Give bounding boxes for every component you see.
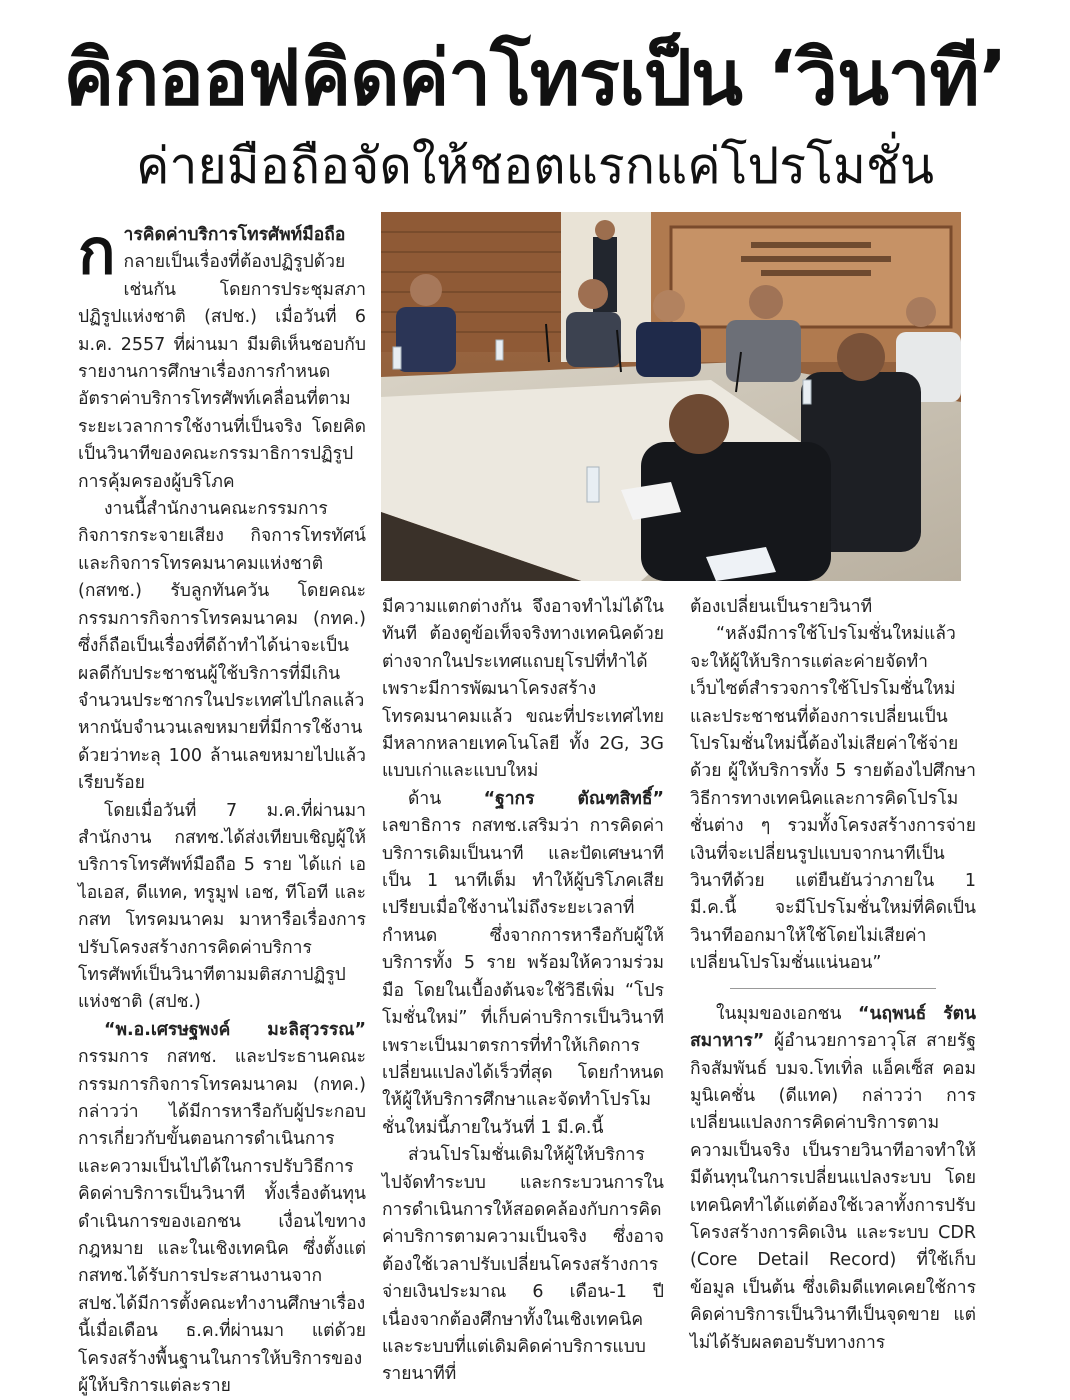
subheadline: ค่ายมือถือจัดให้ชอตแรกแค่โปรโมชั่น	[135, 137, 935, 195]
article-column-3	[690, 594, 976, 1353]
meeting-photo	[381, 212, 961, 581]
paragraph-3: โดยเมื่อวันที่ 7 ม.ค.ที่ผ่านมา สำนักงาน กสทช.ได้ส่งเทียบเชิญผู้ให้บริการโทรศัพท์มือถือ 5 ราย ได้แก่ เอไอเอส, ดีแทค, ทรูมูฟ เอช, ทีโอที และ กสท โทรคมนาคม มาหารือเรื่องการปรับโครงสร้างการคิดค่าบริการโทรศัพท์เป็นวินาทีตามมติสภาปฏิรูปแห่งชาติ (สปช.)	[78, 800, 366, 1013]
lead-in: ารคิดค่าบริการโทรศัพท์มือถือ	[123, 225, 346, 245]
paragraph-7: ส่วนโปรโมชั่นเดิมให้ผู้ให้บริการไปจัดทำระบบ และกระบวนการในการดำเนินการให้สอดคล้องกับการคิดค่าบริการตามความเป็นจริง ซึ่งอาจต้องใช้เวลาปรับเปลี่ยนโครงสร้างการจ่ายเงินประมาณ 6 เดือน-1 ปี เนื่องจากต้องศึกษาทั้งในเชิงเทคนิคและระบบที่แต่เดิมคิดค่าบริการแบบรายนาทีที่	[382, 1145, 664, 1385]
paragraph-5: มีความแตกต่างกัน จึงอาจทำไม่ได้ในทันที ต้องดูข้อเท็จจริงทางเทคนิคด้วย ต่างจากในประเทศแถบยุโรปที่ทำได้ เพราะมีการพัฒนาโครงสร้างโทรคมนาคมแล้ว ขณะที่ประเทศไทยมีหลากหลายเทคโนโลยี ทั้ง 2G, 3G แบบเก่าและแบบใหม่	[382, 597, 664, 782]
paragraph-8: ต้องเปลี่ยนเป็นรายวินาที	[690, 597, 873, 617]
paragraph-4-text: กรรมการ กสทช. และประธานคณะกรรมการกิจการโทรคมนาคม (กทค.) กล่าวว่า ได้มีการหารือกับผู้ประกอบการเกี่ยวกับขั้นตอนการดำเนินการ และความเป็นไปได้ในการปรับวิธีการคิดค่าบริการเป็นวินาที ทั้งเรื่องต้นทุนดำเนินการของเอกชน เงื่อนไขทางกฎหมาย และในเชิงเทคนิค ซึ่งตั้งแต่ กสทช.ได้รับการประสานงานจาก สปช.ได้มีการตั้งคณะทำงานศึกษาเรื่องนี้เมื่อเดือน ธ.ค.ที่ผ่านมา แต่ด้วยโครงสร้างพื้นฐานในการให้บริการของผู้ให้บริการแต่ละราย	[78, 1047, 366, 1397]
dropcap: ก	[78, 215, 116, 288]
paragraph-1	[78, 215, 366, 496]
quoted-name: “พ.อ.เศรษฐพงค์ มะลิสุวรรณ”	[104, 1019, 366, 1040]
paragraph-6-text: เลขาธิการ กสทช.เสริมว่า การคิดค่าบริการเดิมเป็นนาที และปัดเศษนาทีเป็น 1 นาทีเต็ม ทำให้ผู้บริโภคเสียเปรียบเมื่อใช้งานไม่ถึงระยะเวลาที่กำหนด ซึ่งจากการหารือกับผู้ให้บริการทั้ง 5 ราย พร้อมให้ความร่วมมือ โดยในเบื้องต้นจะใช้วิธีเพิ่ม “โปรโมชั่นใหม่” ที่เก็บค่าบริการเป็นวินาที เพราะเป็นมาตรการที่ทำให้เกิดการเปลี่ยนแปลงได้เร็วที่สุด โดยกำหนดให้ผู้ให้บริการศึกษาและจัดทำโปรโมชั่นใหม่นี้ภายในวันที่ 1 มี.ค.นี้	[382, 816, 664, 1138]
paragraph-10-pre: ในมุมของเอกชน	[716, 1003, 859, 1024]
paragraph-2: งานนี้สำนักงานคณะกรรมการกิจการกระจายเสียง กิจการโทรทัศน์ และกิจการโทรคมนาคมแห่งชาติ (กสทช.) รับลูกทันควัน โดยคณะกรรมการกิจการโทรคมนาคม (กทค.) ซึ่งก็ถือเป็นเรื่องที่ดีถ้าทำได้น่าจะเป็นผลดีกับประชาชนผู้ใช้บริการที่มีเกินจำนวนประชากรในประเทศไปไกลแล้ว หากนับจำนวนเลขหมายที่มีการใช้งานด้วยว่าทะลุ 100 ล้านเลขหมายไปแล้วเรียบร้อย	[78, 499, 366, 794]
paragraph-10	[690, 1001, 976, 1357]
paragraph-1-text: กลายเป็นเรื่องที่ต้องปฏิรูปด้วยเช่นกัน โดยการประชุมสภาปฏิรูปแห่งชาติ (สปช.) เมื่อวันที่ 6 ม.ค. 2557 ที่ผ่านมา มีมติเห็นชอบกับรายงานการศึกษาเรื่องการกำหนดอัตราค่าบริการโทรศัพท์เคลื่อนที่ตามระยะเวลาการใช้งานที่เป็นจริง โดยคิดเป็นวินาทีของคณะกรรมาธิการปฏิรูปการคุ้มครองผู้บริโภค	[78, 252, 366, 492]
paragraph-6-pre: ด้าน	[408, 788, 484, 809]
headline: คิกออฟคิดค่าโทรเป็น ‘วินาที’	[63, 33, 1007, 122]
column-divider	[730, 988, 936, 989]
paragraph-9: “หลังมีการใช้โปรโมชั่นใหม่แล้ว จะให้ผู้ให้บริการแต่ละค่ายจัดทำเว็บไซต์สำรวจการใช้โปรโมชั่นใหม่ และประชาชนที่ต้องการเปลี่ยนเป็นโปรโมชั่นใหม่นี้ต้องไม่เสียค่าใช้จ่ายด้วย ผู้ให้บริการทั้ง 5 รายต้องไปศึกษาวิธีการทางเทคนิคและการคิดโปรโมชั่นต่าง ๆ รวมทั้งโครงสร้างการจ่ายเงินที่จะเปลี่ยนรูปแบบจากนาทีเป็นวินาทีด้วย แต่ยืนยันว่าภายใน 1 มี.ค.นี้ จะมีโปรโมชั่นใหม่ที่คิดเป็นวินาทีออกมาให้ใช้โดยไม่เสียค่าเปลี่ยนโปรโมชั่นแน่นอน”	[690, 624, 976, 974]
paragraph-6	[382, 786, 664, 1142]
article-column-2	[382, 594, 664, 1385]
quoted-name: “ฐากร ตัณฑสิทธิ์”	[483, 788, 664, 809]
paragraph-10-text: ผู้อำนวยการอาวุโส สายรัฐกิจสัมพันธ์ บมจ.โทเทิ่ล แอ็คเซ็ส คอมมูนิเคชั่น (ดีแทค) กล่าวว่า การเปลี่ยนแปลงการคิดค่าบริการตามความเป็นจริง เป็นรายวินาทีอาจทำให้มีต้นทุนในการเปลี่ยนแปลงระบบ โดยเทคนิคทำได้แต่ต้องใช้เวลาทั้งการปรับโครงสร้างการคิดเงิน และระบบ CDR (Core Detail Record) ที่ใช้เก็บข้อมูล เป็นต้น ซึ่งเดิมดีแทคเคยใช้การคิดค่าบริการเป็นวินาทีเป็นจุดขาย แต่ไม่ได้รับผลตอบรับทางการ	[690, 1031, 976, 1353]
article-column-1	[78, 215, 366, 1397]
quoted-name: “นฤพนธ์ รัตนสมาหาร”	[690, 1003, 976, 1052]
paragraph-4	[78, 1017, 366, 1400]
meeting-photo-illustration	[381, 212, 961, 581]
